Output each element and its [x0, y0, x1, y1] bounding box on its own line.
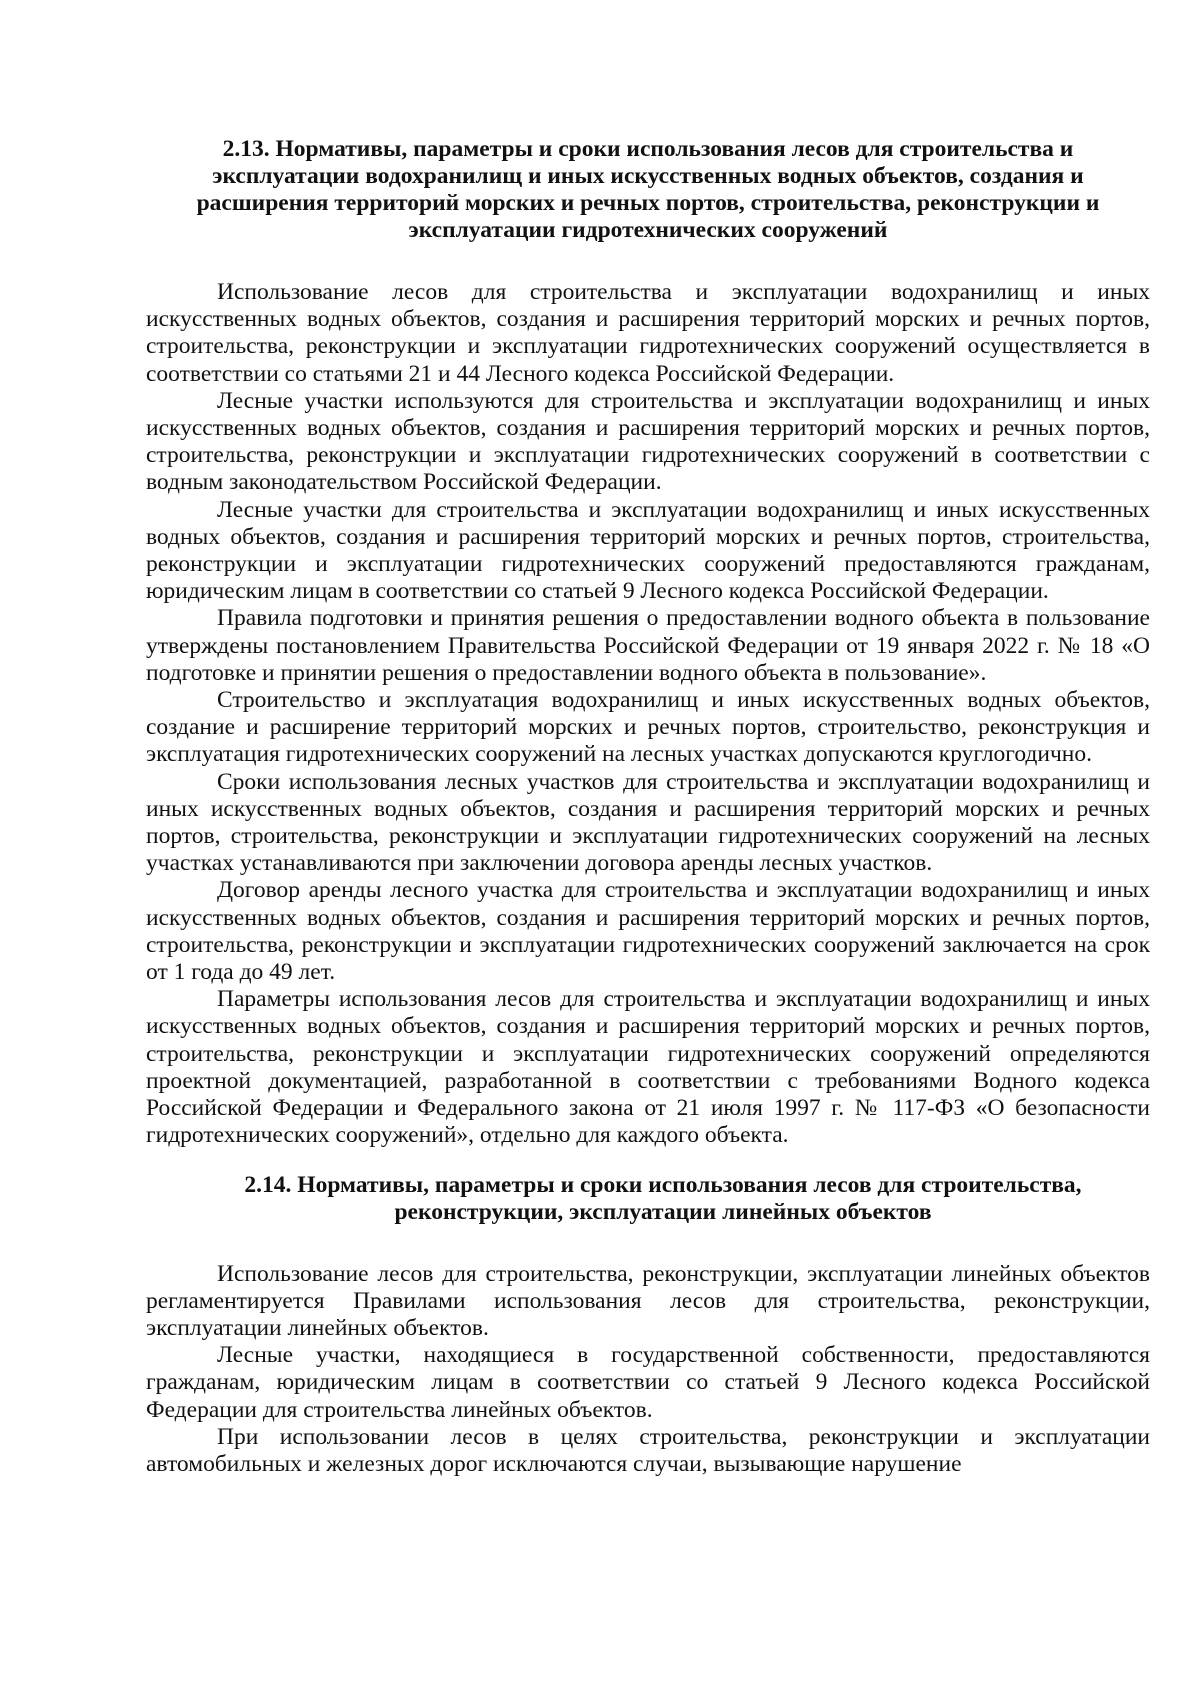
paragraph: Договор аренды лесного участка для строительства и эксплуатации водохранилищ и иных искусственных водных объектов, создания и расширения территорий морских и речных портов, строительства, реконструкции и эксплуатации гидротехнических сооружений заключается на срок от 1 года до 49 лет. [146, 877, 1150, 986]
paragraph: Использование лесов для строительства и эксплуатации водохранилищ и иных искусственных водных объектов, создания и расширения территорий морских и речных портов, строительства, реконструкции и эксплуатации гидротехнических сооружений осуществляется в соответствии со статьями 21 и 44 Лесного кодекса Российской Федерации. [146, 279, 1150, 387]
document-page [146, 136, 1150, 1478]
paragraph: Параметры использования лесов для строительства и эксплуатации водохранилищ и иных искусственных водных объектов, создания и расширения территорий морских и речных портов, строительства, реконструкции и эксплуатации гидротехнических сооружений определяются проектной документацией, разработанной в соответствии с требованиями Водного кодекса Российской Федерации и Федерального закона от 21 июля 1997 г. № 117-ФЗ «О безопасности гидротехнических сооружений», отдельно для каждого объекта. [146, 986, 1150, 1149]
paragraph: При использовании лесов в целях строительства, реконструкции и эксплуатации автомобильных и железных дорог исключаются случаи, вызывающие нарушение [146, 1423, 1150, 1477]
section-2-13 [146, 136, 1150, 1150]
paragraph: Лесные участки используются для строительства и эксплуатации водохранилищ и иных искусственных водных объектов, создания и расширения территорий морских и речных портов, строительства, реконструкции и эксплуатации гидротехнических сооружений в соответствии с водным законодательством Российской Федерации. [146, 387, 1150, 496]
paragraph: Лесные участки, находящиеся в государственной собственности, предоставляются гражданам, юридическим лицам в соответствии со статьей 9 Лесного кодекса Российской Федерации для строительства линейных объектов. [146, 1342, 1150, 1423]
paragraph: Использование лесов для строительства, реконструкции, эксплуатации линейных объектов регламентируется Правилами использования лесов для строительства, реконструкции, эксплуатации линейных объектов. [146, 1260, 1150, 1341]
paragraph: Правила подготовки и принятия решения о предоставлении водного объекта в пользование утверждены постановлением Правительства Российской Федерации от 19 января 2022 г. № 18 «О подготовке и принятии решения о предоставлении водного объекта в пользование». [146, 605, 1150, 686]
section-heading: 2.13. Нормативы, параметры и сроки использования лесов для строительства и эксплуатации водохранилищ и иных искусственных водных объектов, создания и расширения территорий морских и речных портов, строительства, реконструкции и эксплуатации гидротехнических сооружений [196, 136, 1100, 243]
paragraph: Сроки использования лесных участков для строительства и эксплуатации водохранилищ и иных искусственных водных объектов, создания и расширения территорий морских и речных портов, строительства, реконструкции и эксплуатации гидротехнических сооружений на лесных участках устанавливаются при заключении договора аренды лесных участков. [146, 768, 1150, 877]
section-heading: 2.14. Нормативы, параметры и сроки использования лесов для строительства, реконструкции, эксплуатации линейных объектов [244, 1171, 1082, 1225]
paragraph: Лесные участки для строительства и эксплуатации водохранилищ и иных искусственных водных объектов, создания и расширения территорий морских и речных портов, строительства, реконструкции и эксплуатации гидротехнических сооружений предоставляются гражданам, юридическим лицам в соответствии со статьей 9 Лесного кодекса Российской Федерации. [146, 496, 1150, 605]
section-2-14 [146, 1172, 1150, 1479]
paragraph: Строительство и эксплуатация водохранилищ и иных искусственных водных объектов, создание и расширение территорий морских и речных портов, строительство, реконструкция и эксплуатация гидротехнических сооружений на лесных участках допускаются круглогодично. [146, 687, 1150, 768]
